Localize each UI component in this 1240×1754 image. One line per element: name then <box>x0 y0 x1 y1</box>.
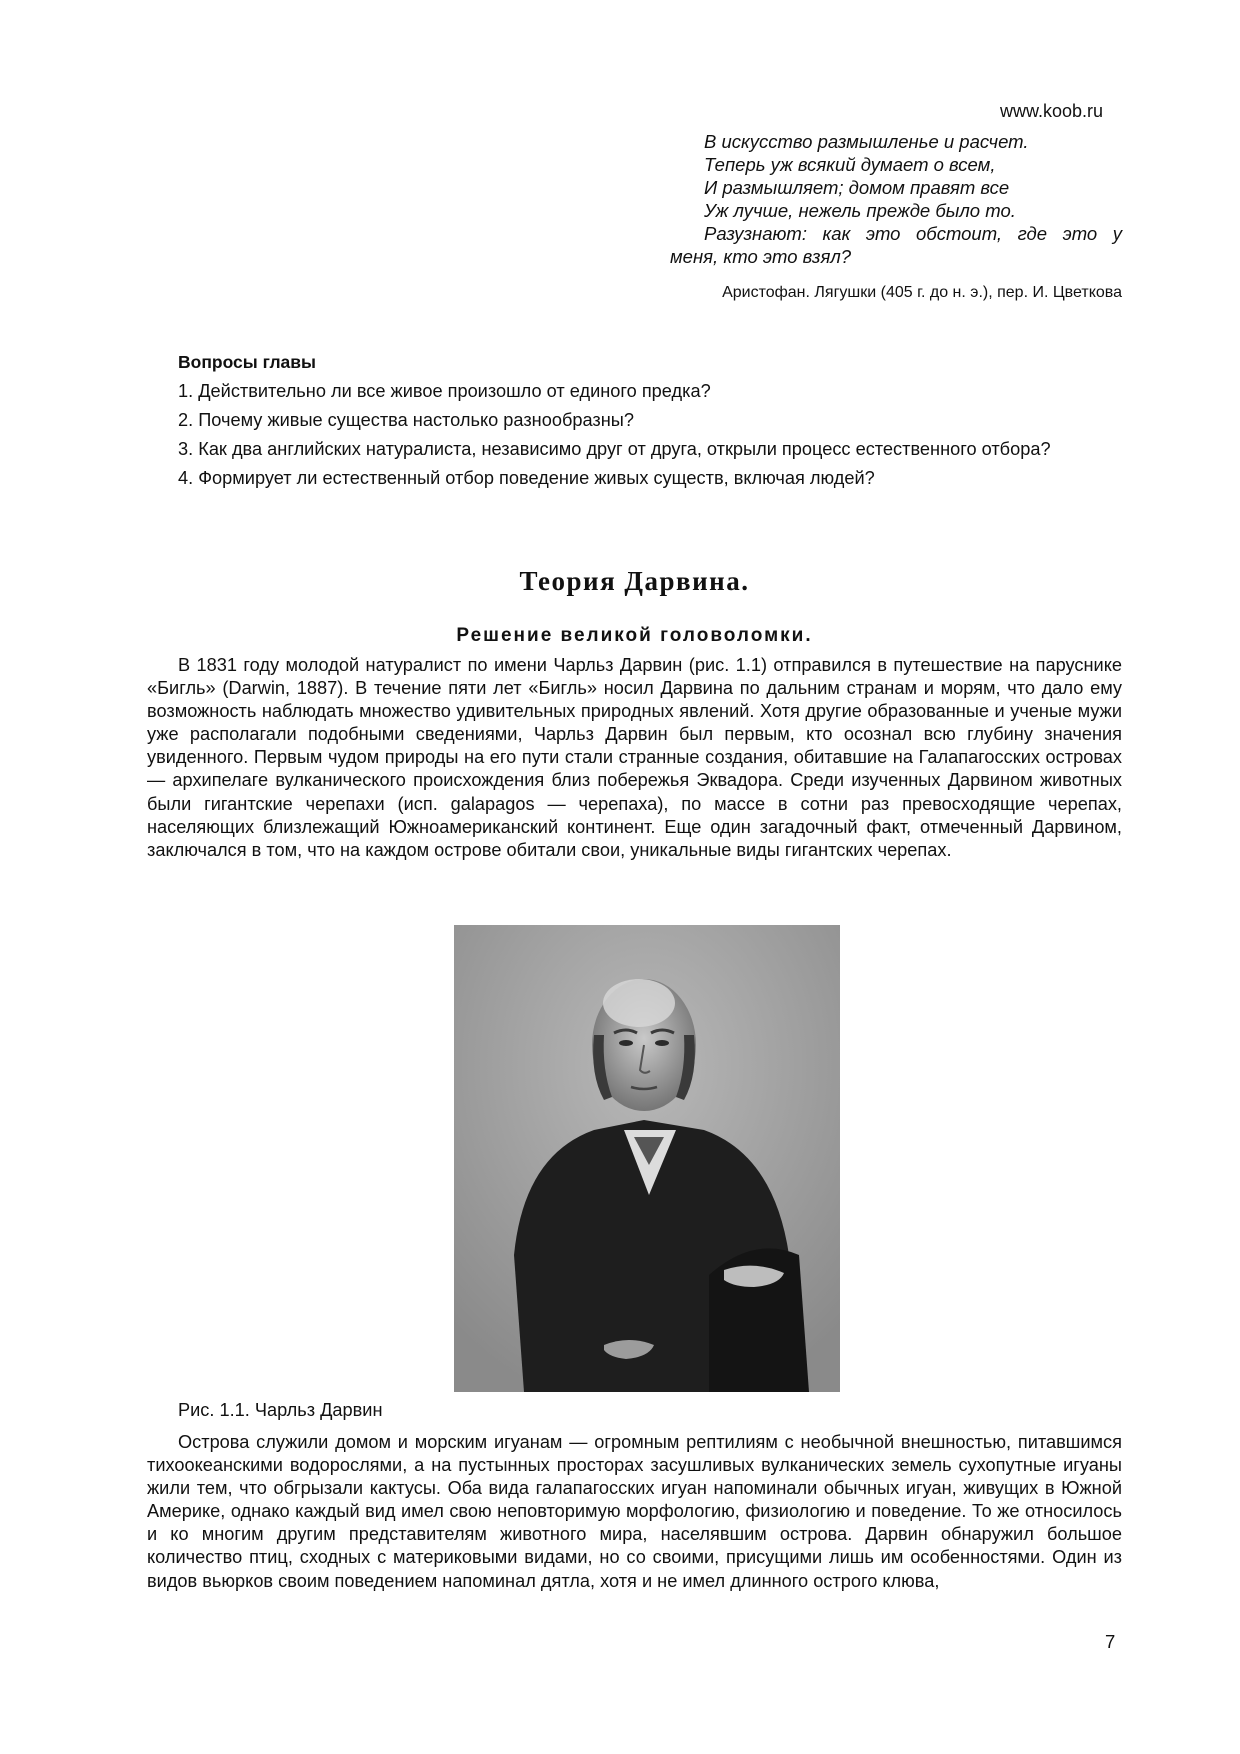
question-item: 3. Как два английских натуралиста, независимо друг от друга, открыли процесс естественного отбора? <box>178 439 1051 459</box>
question-item: 4. Формирует ли естественный отбор поведение живых существ, включая людей? <box>178 468 875 488</box>
section-title: Теория Дарвина. <box>519 566 750 596</box>
epigraph-line: И размышляет; домом правят все <box>704 177 1010 198</box>
epigraph <box>670 130 1122 268</box>
questions-list <box>147 380 1122 496</box>
epigraph-line: Уж лучше, нежель прежде было то. <box>704 200 1016 221</box>
questions-heading: Вопросы главы <box>178 352 316 372</box>
body-paragraph: Острова служили домом и морским игуанам — огромным рептилиям с необычной внешностью, питавшимся тихоокеанскими водорослями, а на пустынных просторах засушливых вулканических земель сухопутные игуаны жили тем, что обгрызали кактусы. Оба вида галапагосских игуан напоминали обычных игуан, живущих в Южной Америке, однако каждый вид имел свою неповторимую морфологию, физиологию и поведение. То же относилось и ко многим другим представителям животного мира, населявшим острова. Дарвин обнаружил большое количество птиц, сходных с материковыми видами, но со своими, присущими лишь им особенностями. Один из видов вьюрков своим поведением напоминал дятла, хотя и не имел длинного острого клюва, <box>147 1432 1122 1591</box>
epigraph-line: меня, кто это взял? <box>670 246 852 267</box>
section-subtitle: Решение великой головоломки. <box>456 625 813 646</box>
page-number: 7 <box>1105 1631 1116 1652</box>
epigraph-attribution: Аристофан. Лягушки (405 г. до н. э.), пер. И. Цветкова <box>722 284 1122 301</box>
epigraph-line: Разузнают: как это обстоит, где это у <box>704 223 1122 244</box>
epigraph-line: Теперь уж всякий думает о всем, <box>704 154 996 175</box>
darwin-portrait-image <box>454 925 840 1392</box>
question-item: 1. Действительно ли все живое произошло от единого предка? <box>178 381 711 401</box>
epigraph-line: В искусство размышленье и расчет. <box>704 131 1029 152</box>
question-item: 2. Почему живые существа настолько разнообразны? <box>178 410 634 430</box>
body-paragraph: В 1831 году молодой натуралист по имени Чарльз Дарвин (рис. 1.1) отправился в путешествие на паруснике «Бигль» (Darwin, 1887). В течение пяти лет «Бигль» носил Дарвина по дальним странам и морям, что дало ему возможность наблюдать множество удивительных природных явлений. Хотя другие образованные и ученые мужи уже располагали подобными сведениями, Чарльз Дарвин был первым, кто осознал всю глубину значения увиденного. Первым чудом природы на его пути стали странные создания, обитавшие на Галапагосских островах — архипелаге вулканического происхождения близ побережья Эквадора. Среди изученных Дарвином животных были гигантские черепахи (исп. galapagos — черепаха), по массе в сотни раз превосходящие черепах, населяющих близлежащий Южноамериканский континент. Еще один загадочный факт, отмеченный Дарвином, заключался в том, что на каждом острове обитали свои, уникальные виды гигантских черепах. <box>147 655 1122 860</box>
site-url: www.koob.ru <box>1000 101 1104 121</box>
figure-caption: Рис. 1.1. Чарльз Дарвин <box>178 1400 383 1420</box>
